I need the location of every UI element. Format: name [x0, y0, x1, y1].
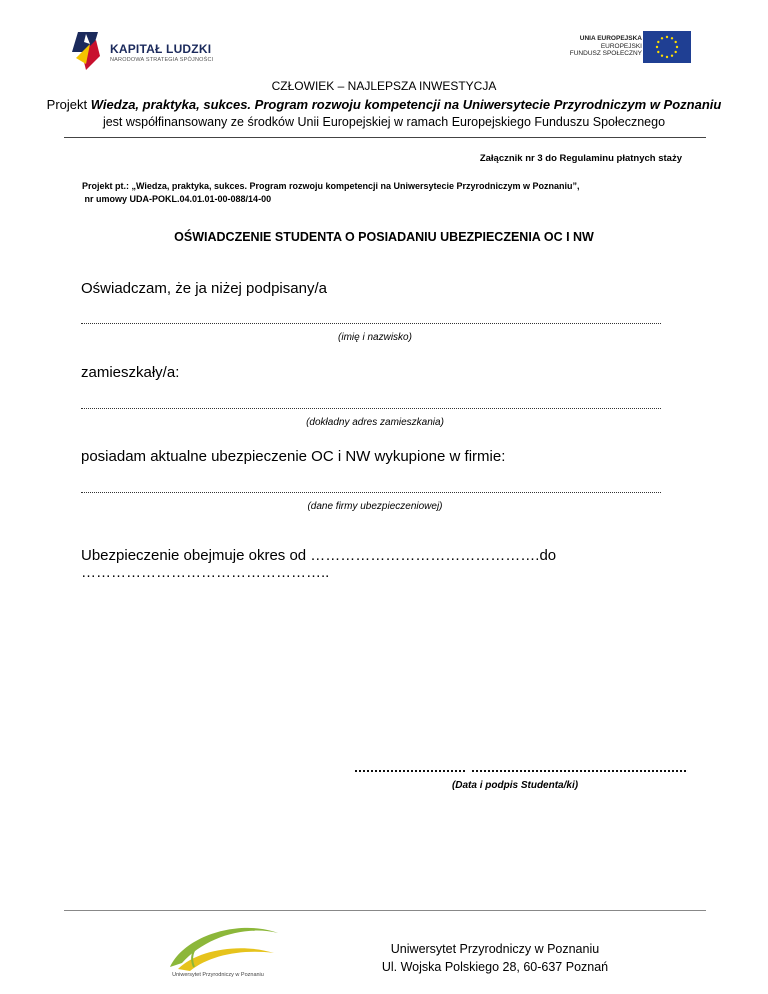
- name-caption: (imię i nazwisko): [338, 332, 412, 343]
- project-line-2: nr umowy UDA-POKL.04.01.01-00-088/14-00: [82, 194, 272, 204]
- document-title: OŚWIADCZENIE STUDENTA O POSIADANIU UBEZPIECZENIA OC I NW: [174, 230, 594, 244]
- eu-line-1: UNIA EUROPEJSKA: [579, 35, 642, 42]
- motto: CZŁOWIEK – NAJLEPSZA INWESTYCJA: [271, 79, 497, 93]
- company-caption: (dane firmy ubezpieczeniowej): [307, 501, 443, 512]
- company-field-line[interactable]: [81, 492, 661, 493]
- project-name: Wiedza, praktyka, sukces. Program rozwoju kompetencji na Uniwersytecie Przyrodniczym w Poznaniu: [90, 97, 722, 112]
- insurance-text: posiadam aktualne ubezpieczenie OC i NW wykupione w firmie:: [81, 448, 506, 465]
- footer-divider: [64, 910, 706, 911]
- eu-flag-icon: [643, 31, 691, 63]
- project-prefix: Projekt: [46, 97, 91, 112]
- period-text: Ubezpieczenie obejmuje okres od ……………………………………….do …………………………………………..: [81, 547, 557, 581]
- eu-line-2: EUROPEJSKI: [600, 42, 642, 50]
- address-field-line[interactable]: [81, 408, 661, 409]
- kapital-ludzki-logo: [72, 30, 108, 72]
- university-logo-caption: Uniwersytet Przyrodniczy w Poznaniu: [172, 972, 264, 978]
- signature-caption: (Data i podpis Studenta/ki): [451, 780, 579, 791]
- eu-text: [570, 35, 642, 58]
- footer-address: Ul. Wojska Polskiego 28, 60-637 Poznań: [381, 960, 609, 974]
- university-logo: [150, 915, 290, 975]
- header-divider: [64, 137, 706, 138]
- date-field-line[interactable]: [355, 770, 465, 772]
- resident-text: zamieszkały/a:: [81, 364, 180, 381]
- address-caption: (dokładny adres zamieszkania): [306, 417, 444, 428]
- signature-field-line[interactable]: [472, 770, 686, 772]
- kapital-ludzki-title: KAPITAŁ LUDZKI: [110, 42, 212, 56]
- name-field-line[interactable]: [81, 323, 661, 324]
- project-info: [82, 180, 580, 206]
- footer-university: Uniwersytet Przyrodniczy w Poznaniu: [390, 942, 600, 956]
- eu-line-3: FUNDUSZ SPOŁECZNY: [569, 50, 642, 57]
- declare-text: Oświadczam, że ja niżej podpisany/a: [81, 280, 327, 297]
- kapital-ludzki-subtitle: NARODOWA STRATEGIA SPÓJNOŚCI: [110, 57, 214, 63]
- annex-label: Załącznik nr 3 do Regulaminu płatnych staży: [479, 153, 682, 164]
- project-line-1: Projekt pt.: „Wiedza, praktyka, sukces. Program rozwoju kompetencji na Uniwersytecie Przyrodniczym w Poznaniu”,: [82, 181, 580, 191]
- project-header: [0, 97, 768, 112]
- cofinance-line: jest współfinansowany ze środków Unii Europejskiej w ramach Europejskiego Funduszu Społecznego: [102, 115, 666, 129]
